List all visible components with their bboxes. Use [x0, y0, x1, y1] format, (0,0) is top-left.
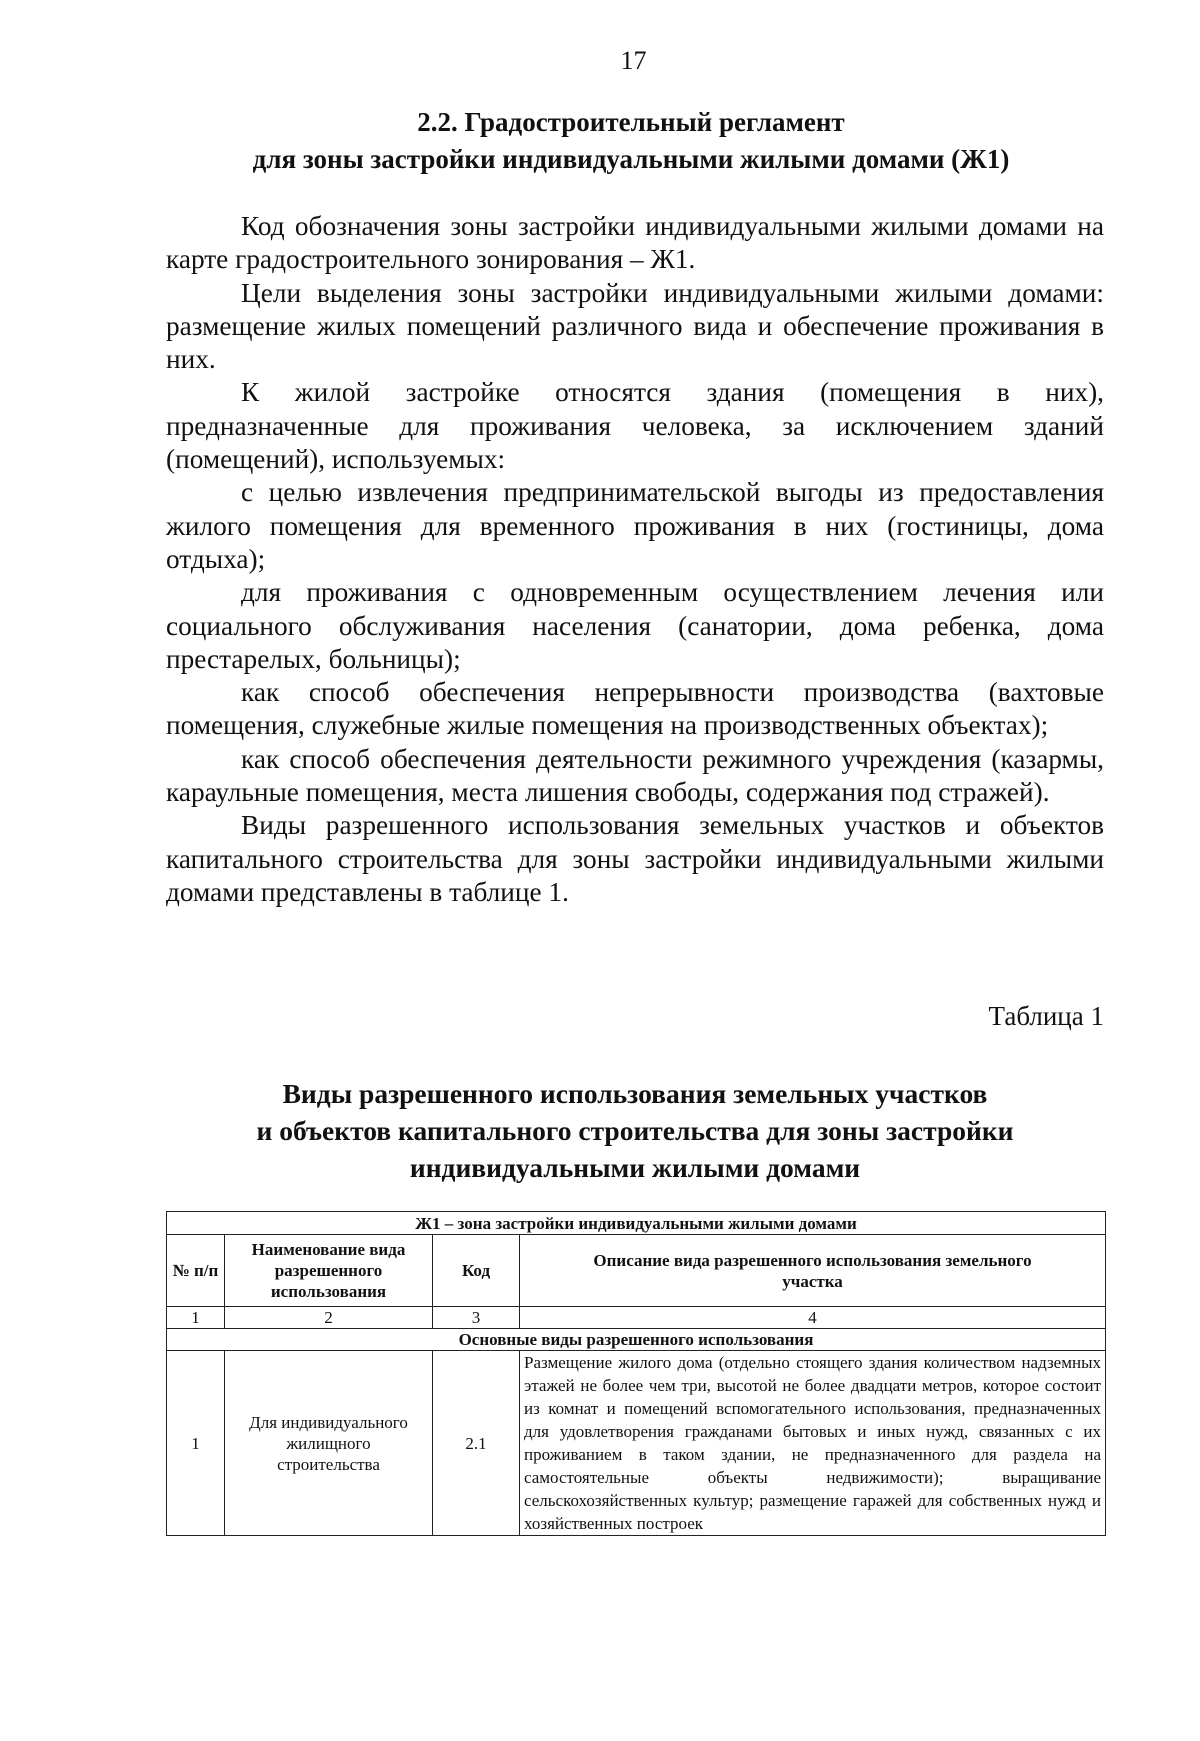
row-number: 1	[167, 1351, 225, 1536]
column-header-code: Код	[433, 1235, 520, 1307]
table-title-line-1: Виды разрешенного использования земельных участков	[282, 1078, 988, 1109]
table-title-line-3: индивидуальными жилыми домами	[409, 1152, 861, 1183]
zone-header-row	[167, 1212, 1106, 1235]
paragraph-exclusion-regime: как способ обеспечения деятельности режимного учреждения (казармы, караульные помещения, места лишения свободы, содержания под стражей).	[166, 743, 1104, 808]
paragraph-exclusion-medical: для проживания с одновременным осуществлением лечения или социального обслуживания населения (санатории, дома ребенка, дома престарелых, больницы);	[166, 577, 1104, 674]
paragraph-zone-code: Код обозначения зоны застройки индивидуальными жилыми домами на карте градостроительного зонирования – Ж1.	[166, 211, 1104, 275]
land-use-table	[166, 1211, 1106, 1536]
paragraph-exclusion-hotels: с целью извлечения предпринимательской выгоды из предоставления жилого помещения для временного проживания в них (гостиницы, дома отдыха);	[166, 477, 1104, 574]
table-caption: Таблица 1	[988, 1001, 1104, 1031]
column-number: 1	[167, 1307, 225, 1329]
page-number: 17	[620, 46, 647, 75]
paragraph-table-reference: Виды разрешенного использования земельных участков и объектов капитального строительства для зоны застройки индивидуальными жилыми домами представлены в таблице 1.	[166, 810, 1104, 907]
column-number: 3	[433, 1307, 520, 1329]
body-text	[166, 210, 1104, 909]
section-heading-line-2: для зоны застройки индивидуальными жилыми домами (Ж1)	[252, 144, 1010, 174]
section-heading	[0, 104, 1200, 178]
column-header-name: Наименование вида разрешенного использования	[225, 1235, 433, 1307]
paragraph-zone-goals: Цели выделения зоны застройки индивидуальными жилыми домами: размещение жилых помещений различного вида и обеспечение проживания в них.	[166, 277, 1104, 375]
column-header-row	[167, 1235, 1106, 1307]
table-row	[167, 1351, 1106, 1536]
paragraph-residential-definition: К жилой застройке относятся здания (помещения в них), предназначенные для проживания человека, за исключением зданий (помещений), используемых:	[166, 377, 1104, 475]
paragraph-exclusion-production: как способ обеспечения непрерывности производства (вахтовые помещения, служебные жилые помещения на производственных объектах);	[166, 677, 1104, 741]
section-heading-line-1: 2.2. Градостроительный регламент	[417, 107, 845, 137]
column-header-number: № п/п	[167, 1235, 225, 1307]
table-title	[0, 1075, 1200, 1186]
table-title-line-2: и объектов капитального строительства для зоны застройки	[256, 1115, 1014, 1146]
section-header-row	[167, 1329, 1106, 1351]
column-number: 4	[520, 1307, 1106, 1329]
section-header: Основные виды разрешенного использования	[167, 1329, 1106, 1351]
row-use-name: Для индивидуального жилищного строительства	[225, 1351, 433, 1536]
column-number: 2	[225, 1307, 433, 1329]
zone-header: Ж1 – зона застройки индивидуальными жилыми домами	[167, 1212, 1106, 1235]
row-code: 2.1	[433, 1351, 520, 1536]
column-header-description: Описание вида разрешенного использования земельного участка	[520, 1235, 1106, 1307]
row-description: Размещение жилого дома (отдельно стоящего здания количеством надземных этажей не более чем три, высотой не более двадцати метров, которое состоит из комнат и помещений вспомогательного использования, предназначенных для удовлетворения гражданами бытовых и иных нужд, связанных с их проживанием в таком здании, не предназначенного для раздела на самостоятельные объекты недвижимости); выращивание сельскохозяйственных культур; размещение гаражей для собственных нужд и хозяйственных построек	[520, 1351, 1106, 1536]
column-number-row	[167, 1307, 1106, 1329]
